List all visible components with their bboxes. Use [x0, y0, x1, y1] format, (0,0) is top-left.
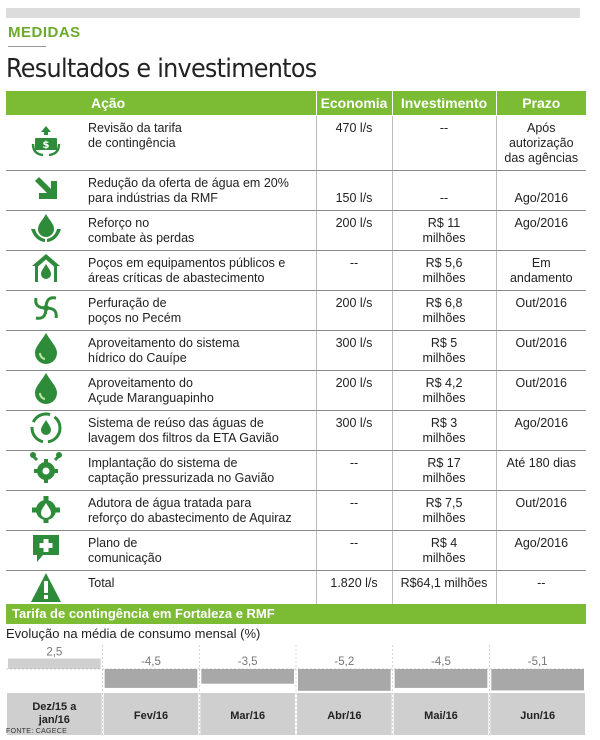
acao-text: Redução da oferta de água em 20%: [88, 175, 289, 190]
investimento-cell-text: milhões: [422, 350, 466, 365]
column-header-prazo: Prazo: [496, 91, 586, 115]
row-icon-cell: [6, 330, 86, 370]
investimento-cell: [392, 490, 496, 530]
table-row: [6, 450, 586, 490]
section-label: MEDIDAS: [8, 24, 81, 41]
recycle-drop-icon: [29, 411, 63, 445]
acao-text: Açude Maranguapinho: [88, 390, 214, 405]
investimento-cell: [392, 210, 496, 250]
acao-text: Total: [88, 575, 115, 590]
row-icon-cell: [6, 450, 86, 490]
investimento-cell-text: R$ 5,6: [425, 255, 463, 270]
prazo-cell-text: autorização: [508, 135, 574, 150]
economia-cell-text: 200 l/s: [335, 375, 373, 390]
investimento-cell: [392, 250, 496, 290]
prazo-cell: [496, 370, 586, 410]
investimento-cell-text: milhões: [422, 510, 466, 525]
bar-value-label: -4,5: [141, 656, 161, 668]
economia-cell: [316, 170, 392, 210]
economia-cell: [316, 530, 392, 570]
warning-triangle-icon: [29, 571, 63, 605]
acao-text: Adutora de água tratada para: [88, 495, 252, 510]
acao-text: poços no Pecém: [88, 310, 182, 325]
chart-bar: [298, 669, 391, 691]
investimento-cell: [392, 330, 496, 370]
acao-text: Perfuração de: [88, 295, 167, 310]
economia-cell: [316, 450, 392, 490]
category-tick-label: jan/16: [38, 714, 70, 726]
economia-cell-text: --: [349, 495, 359, 510]
economia-cell-text: 300 l/s: [335, 335, 373, 350]
prazo-cell: [496, 210, 586, 250]
table-row: [6, 170, 586, 210]
bar-value-label: 2,5: [46, 646, 63, 659]
chart-bar: [8, 659, 101, 670]
investimento-cell-text: R$ 6,8: [425, 295, 463, 310]
table-row: [6, 115, 586, 170]
acao-cell: [86, 530, 316, 570]
row-icon-cell: [6, 370, 86, 410]
acao-text: áreas críticas de abastecimento: [88, 270, 265, 285]
prazo-cell-text: das agências: [504, 150, 579, 165]
prazo-cell-text: Out/2016: [515, 375, 567, 390]
tarifa-title-bar: Tarifa de contingência em Fortaleza e RMF: [6, 604, 586, 624]
acao-text: Plano de: [88, 535, 138, 550]
table-body: [6, 115, 586, 609]
prazo-cell: [496, 115, 586, 170]
hands-water-drop-icon: [29, 211, 63, 245]
category-tick-label: Fev/16: [133, 710, 169, 722]
economia-cell: [316, 410, 392, 450]
acao-text: Sistema de reúso das águas de: [88, 415, 264, 430]
acao-text: Poços em equipamentos públicos e: [88, 255, 286, 270]
category-tick-label: Mar/16: [230, 710, 266, 722]
prazo-cell-text: Out/2016: [515, 335, 567, 350]
prazo-cell: [496, 170, 586, 210]
drill-swirl-icon: [29, 291, 63, 325]
acao-text: Aproveitamento do: [88, 375, 193, 390]
row-icon-cell: [6, 290, 86, 330]
economia-cell-text: 200 l/s: [335, 215, 373, 230]
prazo-cell-text: Ago/2016: [514, 190, 569, 205]
acao-cell: [86, 290, 316, 330]
acao-text: lavagem dos filtros da ETA Gavião: [88, 430, 279, 445]
acao-text: Implantação do sistema de: [88, 455, 238, 470]
investimento-cell-text: R$ 4: [430, 535, 458, 550]
investimento-cell-text: milhões: [422, 470, 466, 485]
investimento-cell: [392, 370, 496, 410]
prazo-cell: [496, 490, 586, 530]
bar-value-label: -5,2: [334, 656, 355, 668]
chart-subtitle: Evolução na média de consumo mensal (%): [6, 626, 261, 641]
table-row: [6, 250, 586, 290]
investimento-cell-text: milhões: [422, 430, 466, 445]
table-row: [6, 410, 586, 450]
acao-text: Reforço no: [88, 215, 150, 230]
table-row: [6, 290, 586, 330]
investimento-cell: [392, 115, 496, 170]
bar-value-label: -5,1: [527, 656, 548, 668]
acao-text: reforço do abastecimento de Aquiraz: [88, 510, 292, 525]
svg-text:$: $: [42, 139, 50, 151]
acao-cell: [86, 210, 316, 250]
prazo-cell: [496, 530, 586, 570]
bar-value-label: -4,5: [431, 656, 451, 668]
speech-plus-icon: [29, 531, 63, 565]
economia-cell-text: 1.820 l/s: [330, 575, 378, 590]
category-tick-label: Jun/16: [520, 710, 556, 722]
table-row: [6, 490, 586, 530]
prazo-cell-text: --: [537, 575, 546, 590]
investimento-cell: [392, 530, 496, 570]
row-icon-cell: [6, 115, 86, 170]
economia-cell-text: --: [349, 455, 359, 470]
acao-text: para indústrias da RMF: [88, 190, 218, 205]
investimento-cell-text: R$ 11: [427, 215, 461, 230]
chart-bar: [201, 669, 294, 684]
investimento-cell: [392, 290, 496, 330]
acao-cell: [86, 170, 316, 210]
acao-cell: [86, 330, 316, 370]
house-drop-icon: [29, 251, 63, 285]
column-header-investimento: Investimento: [392, 91, 496, 115]
acao-cell: [86, 450, 316, 490]
row-icon-cell: [6, 250, 86, 290]
investimento-cell-text: R$ 3: [430, 415, 458, 430]
economia-cell: [316, 490, 392, 530]
row-icon-cell: [6, 210, 86, 250]
row-icon-cell: [6, 170, 86, 210]
acao-text: combate às perdas: [88, 230, 195, 245]
column-header-acao: Ação: [6, 91, 316, 115]
page-title: Resultados e investimentos: [6, 54, 317, 84]
prazo-cell-text: Out/2016: [515, 495, 567, 510]
economia-cell: [316, 290, 392, 330]
table-row: [6, 370, 586, 410]
water-drop-icon: [29, 371, 63, 405]
investimento-cell-text: milhões: [422, 230, 466, 245]
prazo-cell-text: andamento: [509, 270, 573, 285]
prazo-cell-text: Ago/2016: [514, 415, 569, 430]
table-row: [6, 330, 586, 370]
prazo-cell-text: Após: [527, 120, 556, 135]
economia-cell-text: 200 l/s: [335, 295, 373, 310]
gear-drop-icon: [29, 491, 63, 525]
investimento-cell-text: milhões: [422, 310, 466, 325]
consumption-bar-chart: [6, 643, 586, 735]
measures-table: [6, 91, 586, 610]
investimento-cell-text: --: [439, 120, 449, 135]
economia-cell-text: 470 l/s: [335, 120, 373, 135]
investimento-cell-text: R$ 5: [430, 335, 458, 350]
chart-bar: [491, 669, 584, 690]
row-icon-cell: [6, 530, 86, 570]
acao-cell: [86, 410, 316, 450]
prazo-cell: [496, 450, 586, 490]
prazo-cell: [496, 330, 586, 370]
column-header-economia: Economia: [316, 91, 392, 115]
investimento-cell-text: milhões: [422, 550, 466, 565]
prazo-cell: [496, 290, 586, 330]
investimento-cell: [392, 170, 496, 210]
investimento-cell-text: --: [439, 190, 449, 205]
table-row: [6, 210, 586, 250]
row-icon-cell: [6, 410, 86, 450]
prazo-cell-text: Ago/2016: [514, 215, 569, 230]
economia-cell: [316, 330, 392, 370]
chart-bar: [395, 669, 488, 688]
economia-cell-text: --: [349, 535, 359, 550]
economia-cell: [316, 250, 392, 290]
table-header-row: [6, 91, 586, 115]
table-row: [6, 530, 586, 570]
investimento-cell-text: milhões: [422, 390, 466, 405]
prazo-cell-text: Em: [531, 255, 551, 270]
investimento-cell-text: R$ 4,2: [425, 375, 463, 390]
investimento-cell: [392, 450, 496, 490]
gear-tools-icon: [29, 451, 63, 485]
acao-text: de contingência: [88, 135, 176, 150]
money-recycle-icon: [29, 124, 63, 158]
acao-text: captação pressurizada no Gavião: [88, 470, 275, 485]
investimento-cell-text: milhões: [422, 270, 466, 285]
prazo-cell: [496, 410, 586, 450]
acao-cell: [86, 115, 316, 170]
water-drop-icon: [29, 331, 63, 365]
top-bar: [6, 8, 580, 18]
investimento-cell-text: R$64,1 milhões: [400, 575, 488, 590]
economia-cell: [316, 370, 392, 410]
category-tick-label: Dez/15 a: [32, 701, 77, 713]
prazo-cell-text: Até 180 dias: [506, 455, 577, 470]
category-tick-label: Mai/16: [424, 710, 458, 722]
bar-value-label: -3,5: [237, 656, 258, 668]
investimento-cell-text: R$ 17: [427, 455, 461, 470]
section-rule: [8, 46, 46, 47]
prazo-cell-text: Ago/2016: [514, 535, 569, 550]
acao-text: comunicação: [88, 550, 162, 565]
acao-text: Aproveitamento do sistema: [88, 335, 240, 350]
acao-cell: [86, 370, 316, 410]
acao-cell: [86, 250, 316, 290]
source-note: FONTE: CAGECE: [6, 728, 68, 735]
acao-cell: [86, 490, 316, 530]
prazo-cell-text: Out/2016: [515, 295, 567, 310]
chart-bar: [105, 669, 198, 688]
economia-cell-text: 150 l/s: [335, 190, 373, 205]
acao-text: hídrico do Cauípe: [88, 350, 187, 365]
prazo-cell: [496, 250, 586, 290]
acao-text: Revisão da tarifa: [88, 120, 182, 135]
investimento-cell-text: R$ 7,5: [425, 495, 463, 510]
economia-cell-text: 300 l/s: [335, 415, 373, 430]
investimento-cell: [392, 410, 496, 450]
category-tick-label: Abr/16: [327, 710, 362, 722]
row-icon-cell: [6, 490, 86, 530]
economia-cell: [316, 115, 392, 170]
economia-cell-text: --: [349, 255, 359, 270]
arrow-down-right-icon: [29, 171, 63, 205]
economia-cell: [316, 210, 392, 250]
